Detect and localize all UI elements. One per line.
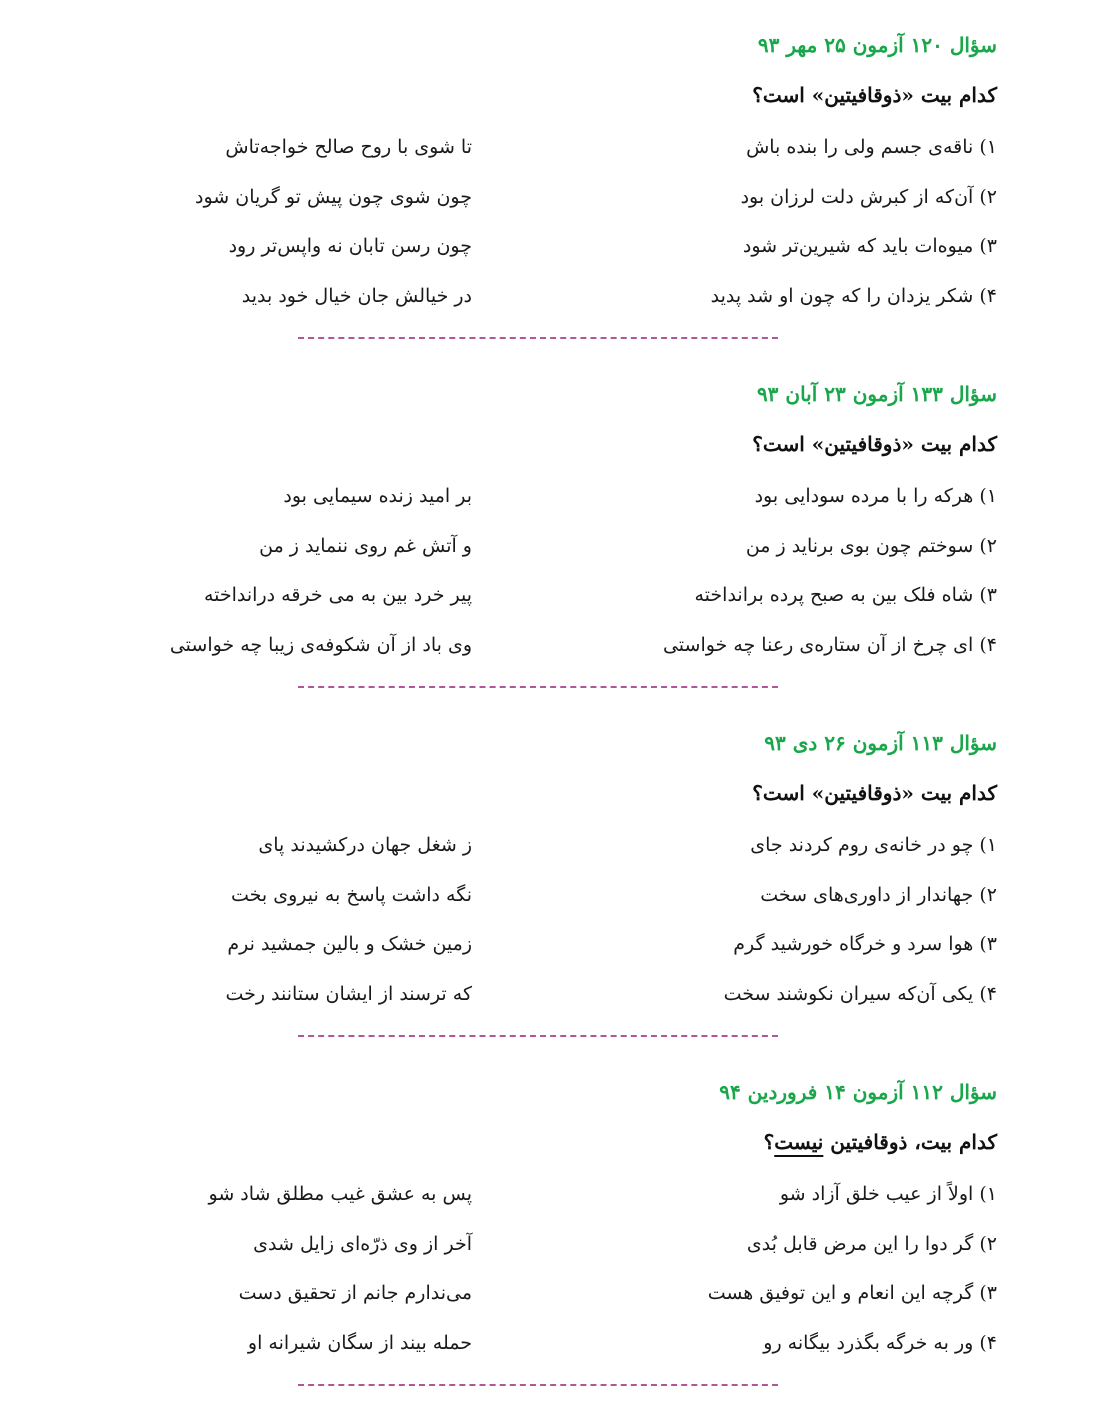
option-first-hemistich: ۲) جهاندار از داوری‌های سخت bbox=[760, 884, 997, 906]
option-3 bbox=[117, 927, 997, 961]
question-block-3 bbox=[0, 698, 1114, 1047]
option-4 bbox=[117, 279, 997, 313]
option-first-hemistich: ۱) هرکه را با مرده سودایی بود bbox=[754, 485, 997, 507]
option-1 bbox=[117, 828, 997, 862]
prompt-underlined-word: نیست bbox=[774, 1130, 824, 1154]
option-first-hemistich: ۴) ور به خرگه بگذرد بیگانه رو bbox=[763, 1332, 997, 1354]
question-block-4 bbox=[0, 1047, 1114, 1396]
option-second-hemistich: زمین خشک و بالین جمشید نرم bbox=[227, 933, 472, 955]
question-block-2 bbox=[0, 349, 1114, 698]
question-title: سؤال ۱۱۲ آزمون ۱۴ فروردین ۹۴ bbox=[719, 1080, 997, 1104]
option-second-hemistich: چون شوی چون پیش تو گریان شود bbox=[195, 186, 472, 208]
option-first-hemistich: ۱) ناقه‌ی جسم ولی را بنده باش bbox=[746, 136, 997, 158]
question-prompt: کدام بیت «ذوقافیتین» است؟ bbox=[752, 432, 997, 456]
option-2 bbox=[117, 878, 997, 912]
option-first-hemistich: ۴) ای چرخ از آن ستاره‌ی رعنا چه خواستی bbox=[662, 634, 997, 656]
option-4 bbox=[117, 628, 997, 662]
option-1 bbox=[117, 130, 997, 164]
dashed-divider bbox=[298, 1035, 778, 1037]
question-prompt: کدام بیت، ذوقافیتین نیست؟ bbox=[763, 1130, 997, 1154]
option-2 bbox=[117, 180, 997, 214]
option-second-hemistich: آخر از وی ذرّه‌ای زایل شدی bbox=[253, 1233, 472, 1255]
question-prompt: کدام بیت «ذوقافیتین» است؟ bbox=[752, 781, 997, 805]
option-second-hemistich: چون رسن تابان نه واپس‌تر رود bbox=[228, 235, 472, 257]
question-title: سؤال ۱۳۳ آزمون ۲۳ آبان ۹۳ bbox=[756, 382, 997, 406]
option-second-hemistich: می‌ندارم جانم از تحقیق دست bbox=[238, 1282, 472, 1304]
option-first-hemistich: ۱) چو در خانه‌ی روم کردند جای bbox=[750, 834, 997, 856]
option-first-hemistich: ۲) سوختم چون بوی برناید ز من bbox=[745, 535, 997, 557]
dashed-divider bbox=[298, 1384, 778, 1386]
option-first-hemistich: ۲) گر دوا را این مرض قابل بُدی bbox=[746, 1233, 997, 1255]
option-second-hemistich: حمله بیند از سگان شیرانه او bbox=[247, 1332, 472, 1354]
option-2 bbox=[117, 529, 997, 563]
option-second-hemistich: نگه داشت پاسخ به نیروی بخت bbox=[231, 884, 472, 906]
dashed-divider bbox=[298, 337, 778, 339]
option-3 bbox=[117, 578, 997, 612]
option-second-hemistich: تا شوی با روح صالح خواجه‌تاش bbox=[225, 136, 472, 158]
option-first-hemistich: ۱) اولاً از عیب خلق آزاد شو bbox=[779, 1183, 997, 1205]
option-second-hemistich: بر امید زنده سیمایی بود bbox=[283, 485, 472, 507]
option-first-hemistich: ۳) هوا سرد و خرگاه خورشید گرم bbox=[733, 933, 997, 955]
option-first-hemistich: ۴) یکی آن‌که سیران نکوشند سخت bbox=[723, 983, 997, 1005]
question-prompt: کدام بیت «ذوقافیتین» است؟ bbox=[752, 83, 997, 107]
option-second-hemistich: و آتش غم روی ننماید ز من bbox=[259, 535, 472, 557]
option-second-hemistich: وی باد از آن شکوفه‌ی زیبا چه خواستی bbox=[169, 634, 472, 656]
option-first-hemistich: ۴) شکر یزدان را که چون او شد پدید bbox=[710, 285, 997, 307]
option-4 bbox=[117, 1326, 997, 1360]
option-first-hemistich: ۳) شاه فلک بین به صبح پرده برانداخته bbox=[694, 584, 997, 606]
dashed-divider bbox=[298, 686, 778, 688]
option-first-hemistich: ۳) گرچه این انعام و این توفیق هست bbox=[707, 1282, 997, 1304]
option-second-hemistich: که ترسند از ایشان ستانند رخت bbox=[225, 983, 472, 1005]
question-title: سؤال ۱۱۳ آزمون ۲۶ دی ۹۳ bbox=[764, 731, 997, 755]
option-3 bbox=[117, 1276, 997, 1310]
question-title: سؤال ۱۲۰ آزمون ۲۵ مهر ۹۳ bbox=[757, 33, 997, 57]
option-2 bbox=[117, 1227, 997, 1261]
option-1 bbox=[117, 1177, 997, 1211]
option-first-hemistich: ۳) میوه‌ات باید که شیرین‌تر شود bbox=[742, 235, 997, 257]
option-4 bbox=[117, 977, 997, 1011]
option-second-hemistich: پیر خرد بین به می خرقه درانداخته bbox=[203, 584, 472, 606]
question-block-1 bbox=[0, 0, 1114, 349]
option-second-hemistich: پس به عشق غیب مطلق شاد شو bbox=[208, 1183, 472, 1205]
option-second-hemistich: ز شغل جهان درکشیدند پای bbox=[258, 834, 472, 856]
option-second-hemistich: در خیالش جان خیال خود بدید bbox=[241, 285, 472, 307]
option-1 bbox=[117, 479, 997, 513]
option-3 bbox=[117, 229, 997, 263]
option-first-hemistich: ۲) آن‌که از کبرش دلت لرزان بود bbox=[740, 186, 997, 208]
